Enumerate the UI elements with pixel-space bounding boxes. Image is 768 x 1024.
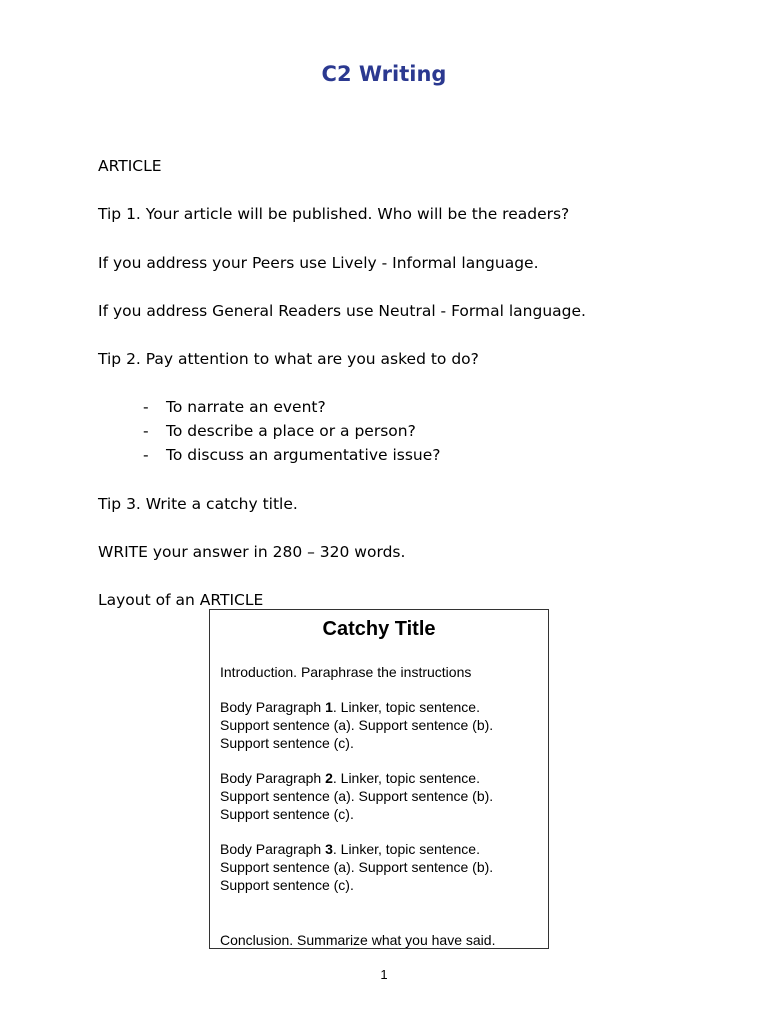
body-paragraph-prefix: Body Paragraph	[220, 699, 326, 715]
section-heading: ARTICLE	[98, 157, 162, 175]
layout-heading: Layout of an ARTICLE	[98, 591, 264, 609]
body-paragraph-suffix: . Linker, topic sentence.	[332, 770, 480, 786]
box-conclusion: Conclusion. Summarize what you have said.	[220, 932, 496, 948]
body-paragraph-number: 2	[325, 770, 333, 786]
box-title: Catchy Title	[322, 618, 436, 640]
body-paragraph-3-line	[220, 840, 480, 858]
page-title: C2 Writing	[321, 62, 447, 86]
list-bullet: -	[143, 398, 149, 416]
body-paragraph-2-line	[220, 769, 480, 787]
body-paragraph-prefix: Body Paragraph	[220, 841, 326, 857]
body-paragraph-prefix: Body Paragraph	[220, 770, 326, 786]
list-bullet: -	[143, 446, 149, 464]
list-item: To discuss an argumentative issue?	[166, 446, 441, 464]
body-paragraph-number: 1	[325, 699, 333, 715]
support-sentences: Support sentence (a). Support sentence (b).	[220, 859, 494, 875]
support-sentence-c: Support sentence (c).	[220, 735, 354, 751]
support-sentence-c: Support sentence (c).	[220, 877, 354, 893]
body-paragraph-suffix: . Linker, topic sentence.	[332, 841, 480, 857]
word-count-instruction: WRITE your answer in 280 – 320 words.	[98, 543, 406, 561]
support-sentences: Support sentence (a). Support sentence (b).	[220, 717, 494, 733]
support-sentences: Support sentence (a). Support sentence (b).	[220, 788, 494, 804]
peers-advice: If you address your Peers use Lively - Informal language.	[98, 254, 539, 272]
list-item: To narrate an event?	[166, 398, 326, 416]
general-readers-advice: If you address General Readers use Neutral - Formal language.	[98, 302, 586, 320]
support-sentence-c: Support sentence (c).	[220, 806, 354, 822]
article-layout-box	[209, 609, 549, 949]
tip-3: Tip 3. Write a catchy title.	[98, 495, 298, 513]
list-item: To describe a place or a person?	[166, 422, 416, 440]
box-introduction: Introduction. Paraphrase the instructions	[220, 664, 472, 680]
body-paragraph-1-line	[220, 698, 480, 716]
body-paragraph-number: 3	[325, 841, 333, 857]
tip-2: Tip 2. Pay attention to what are you asked to do?	[98, 350, 479, 368]
page-number: 1	[380, 967, 388, 982]
tip-1: Tip 1. Your article will be published. Who will be the readers?	[98, 205, 570, 223]
list-bullet: -	[143, 422, 149, 440]
body-paragraph-suffix: . Linker, topic sentence.	[332, 699, 480, 715]
